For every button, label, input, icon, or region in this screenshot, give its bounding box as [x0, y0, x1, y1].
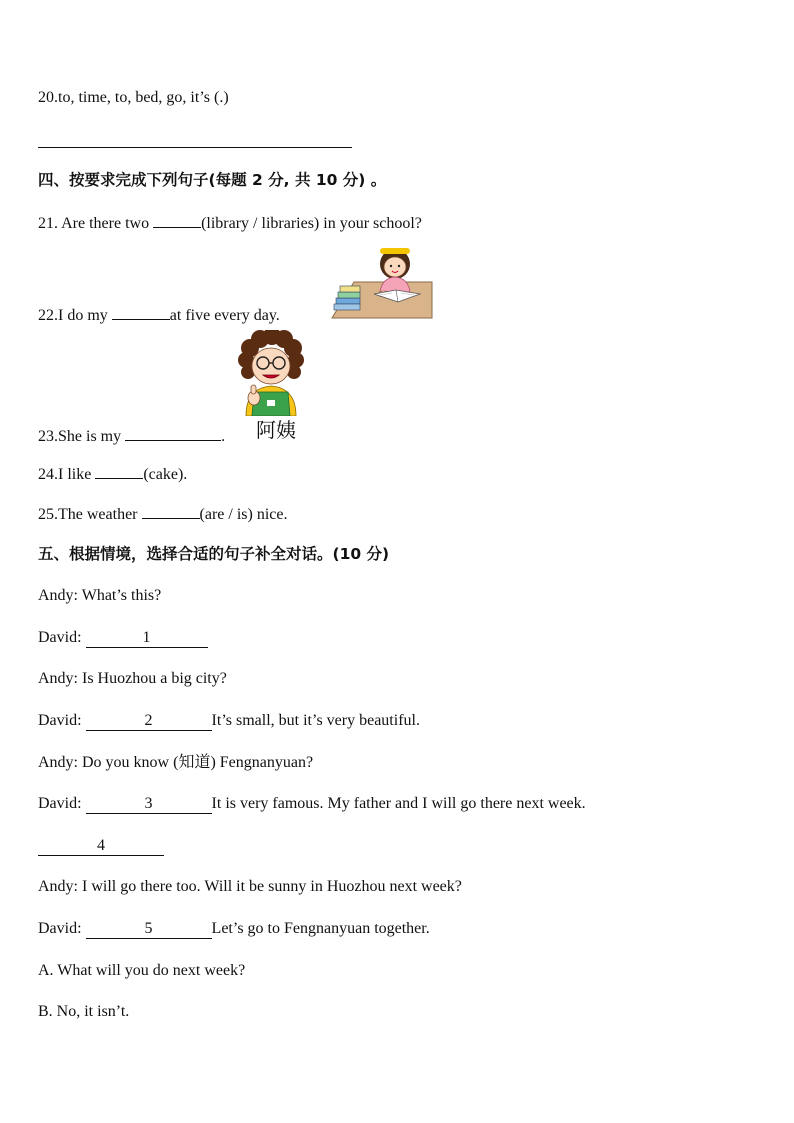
- dialogue-line: [38, 836, 164, 856]
- question-text: .I do my: [54, 307, 112, 324]
- speaker-label: David:: [38, 629, 86, 646]
- answer-blank[interactable]: [153, 212, 201, 228]
- answer-blank[interactable]: [95, 463, 143, 479]
- question-22: [38, 304, 280, 326]
- dialogue-line: Andy: Is Huozhou a big city?: [38, 670, 227, 687]
- question-text: .I like: [54, 466, 96, 483]
- girl-homework-image: [328, 242, 438, 322]
- dialogue-line: Andy: Do you know (知道) Fengnanyuan?: [38, 754, 314, 771]
- question-text: (are / is) nice.: [199, 506, 288, 523]
- dialogue-line: Andy: I will go there too. Will it be sunny in Huozhou next week?: [38, 878, 462, 895]
- dialogue-line: [38, 628, 208, 648]
- question-20: [38, 88, 229, 108]
- question-text: at five every day.: [169, 307, 280, 324]
- dialogue-line: [38, 794, 586, 814]
- answer-blank[interactable]: 3: [86, 795, 212, 814]
- answer-blank[interactable]: 1: [86, 629, 208, 648]
- aunt-image: [236, 330, 306, 416]
- option-b: B. No, it isn’t.: [38, 1003, 130, 1020]
- section-5-heading: 五、根据情境，选择合适的句子补全对话。(10 分): [38, 545, 390, 563]
- question-text: .to, time, to, bed, go, it’s (.): [54, 89, 229, 106]
- answer-line[interactable]: [38, 147, 352, 148]
- question-number: 21: [38, 215, 54, 232]
- question-number: 20: [38, 89, 54, 106]
- question-number: 24: [38, 466, 54, 483]
- answer-blank[interactable]: [125, 425, 221, 441]
- section-4-heading: 四、按要求完成下列句子(每题 2 分, 共 10 分) 。: [38, 171, 387, 189]
- question-number: 23: [38, 428, 54, 445]
- speaker-label: David:: [38, 920, 86, 937]
- question-number: 22: [38, 307, 54, 324]
- question-25: [38, 503, 287, 525]
- dialogue-text: Let’s go to Fengnanyuan together.: [211, 920, 430, 937]
- question-24: [38, 463, 187, 485]
- question-21: [38, 212, 422, 234]
- dialogue-text: It’s small, but it’s very beautiful.: [211, 712, 420, 729]
- question-text: .The weather: [54, 506, 142, 523]
- answer-blank[interactable]: 2: [86, 712, 212, 731]
- answer-blank[interactable]: 5: [86, 920, 212, 939]
- question-text: (cake).: [143, 466, 188, 483]
- speaker-label: David:: [38, 795, 86, 812]
- image-caption: 阿姨: [256, 418, 296, 442]
- question-text: .: [221, 428, 226, 445]
- question-text: (library / libraries) in your school?: [201, 215, 422, 232]
- question-number: 25: [38, 506, 54, 523]
- dialogue-line: Andy: What’s this?: [38, 587, 162, 604]
- speaker-label: David:: [38, 712, 86, 729]
- answer-blank[interactable]: 4: [38, 837, 164, 856]
- dialogue-line: [38, 919, 430, 939]
- question-text: .She is my: [54, 428, 126, 445]
- answer-blank[interactable]: [142, 503, 200, 519]
- dialogue-text: It is very famous. My father and I will go there next week.: [211, 795, 586, 812]
- question-23: [38, 425, 225, 447]
- answer-blank[interactable]: [112, 304, 170, 320]
- option-a: A. What will you do next week?: [38, 962, 246, 979]
- dialogue-line: [38, 711, 420, 731]
- question-text: . Are there two: [54, 215, 154, 232]
